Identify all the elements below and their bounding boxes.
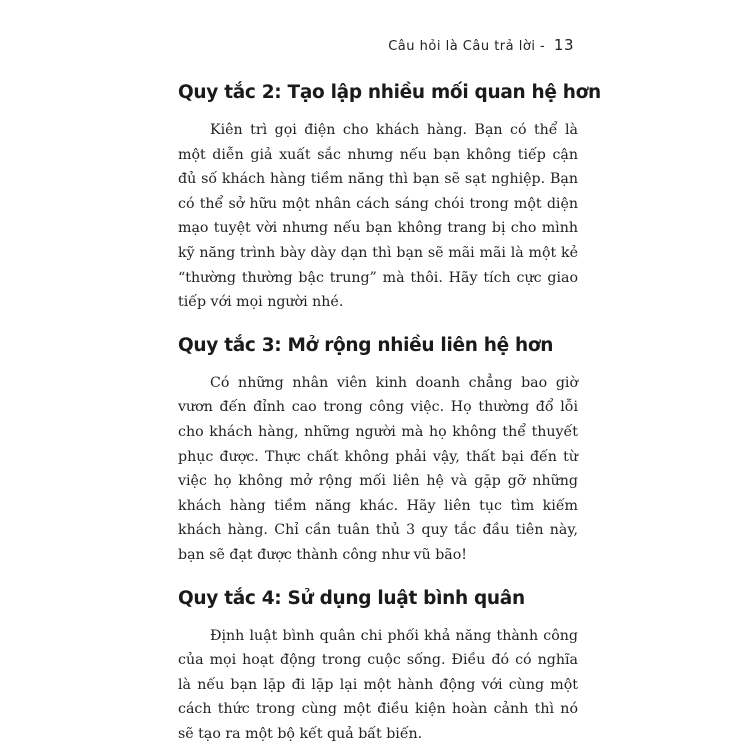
section-heading: Quy tắc 2: Tạo lập nhiều mối quan hệ hơn [178, 82, 601, 103]
section-heading: Quy tắc 4: Sử dụng luật bình quân [178, 587, 525, 609]
page-content [178, 82, 601, 746]
section-rule-2 [178, 82, 601, 315]
running-header [388, 36, 574, 54]
section-paragraph: Kiên trì gọi điện cho khách hàng. Bạn có thể là một diễn giả xuất sắc nhưng nếu bạn không tiếp cận đủ số khách hàng tiềm năng thì bạn sẽ sạt nghiệp. Bạn có thể sở hữu một nhân cách sáng chói trong một diện mạo tuyệt vời nhưng nếu bạn không trang bị cho mình kỹ năng trình bày dày dạn thì bạn sẽ mãi mãi là một kẻ “thường thường bậc trung” mà thôi. Hãy tích cực giao tiếp với mọi người nhé. [178, 122, 578, 311]
page-number: 13 [553, 36, 574, 54]
section-paragraph: Định luật bình quân chi phối khả năng thành công của mọi hoạt động trong cuộc sống. Điều đó có nghĩa là nếu bạn lặp đi lặp lại một hành động với cùng một cách thức trong cùng một điều kiện hoàn cảnh thì nó sẽ tạo ra một bộ kết quả bất biến. [178, 627, 578, 742]
section-heading: Quy tắc 3: Mở rộng nhiều liên hệ hơn [178, 334, 554, 356]
running-title: Câu hỏi là Câu trả lời - [388, 39, 546, 54]
section-paragraph: Có những nhân viên kinh doanh chẳng bao giờ vươn đến đỉnh cao trong công việc. Họ thường đổ lỗi cho khách hàng, những người mà họ không thể thuyết phục được. Thực chất không phải vậy, thất bại đến từ việc họ không mở rộng mối liên hệ và gặp gỡ những khách hàng tiềm năng khác. Hãy liên tục tìm kiếm khách hàng. Chỉ cần tuân thủ 3 quy tắc đầu tiên này, bạn sẽ đạt được thành công như vũ bão! [178, 374, 578, 563]
section-rule-4 [178, 588, 578, 747]
section-rule-3 [178, 335, 578, 568]
